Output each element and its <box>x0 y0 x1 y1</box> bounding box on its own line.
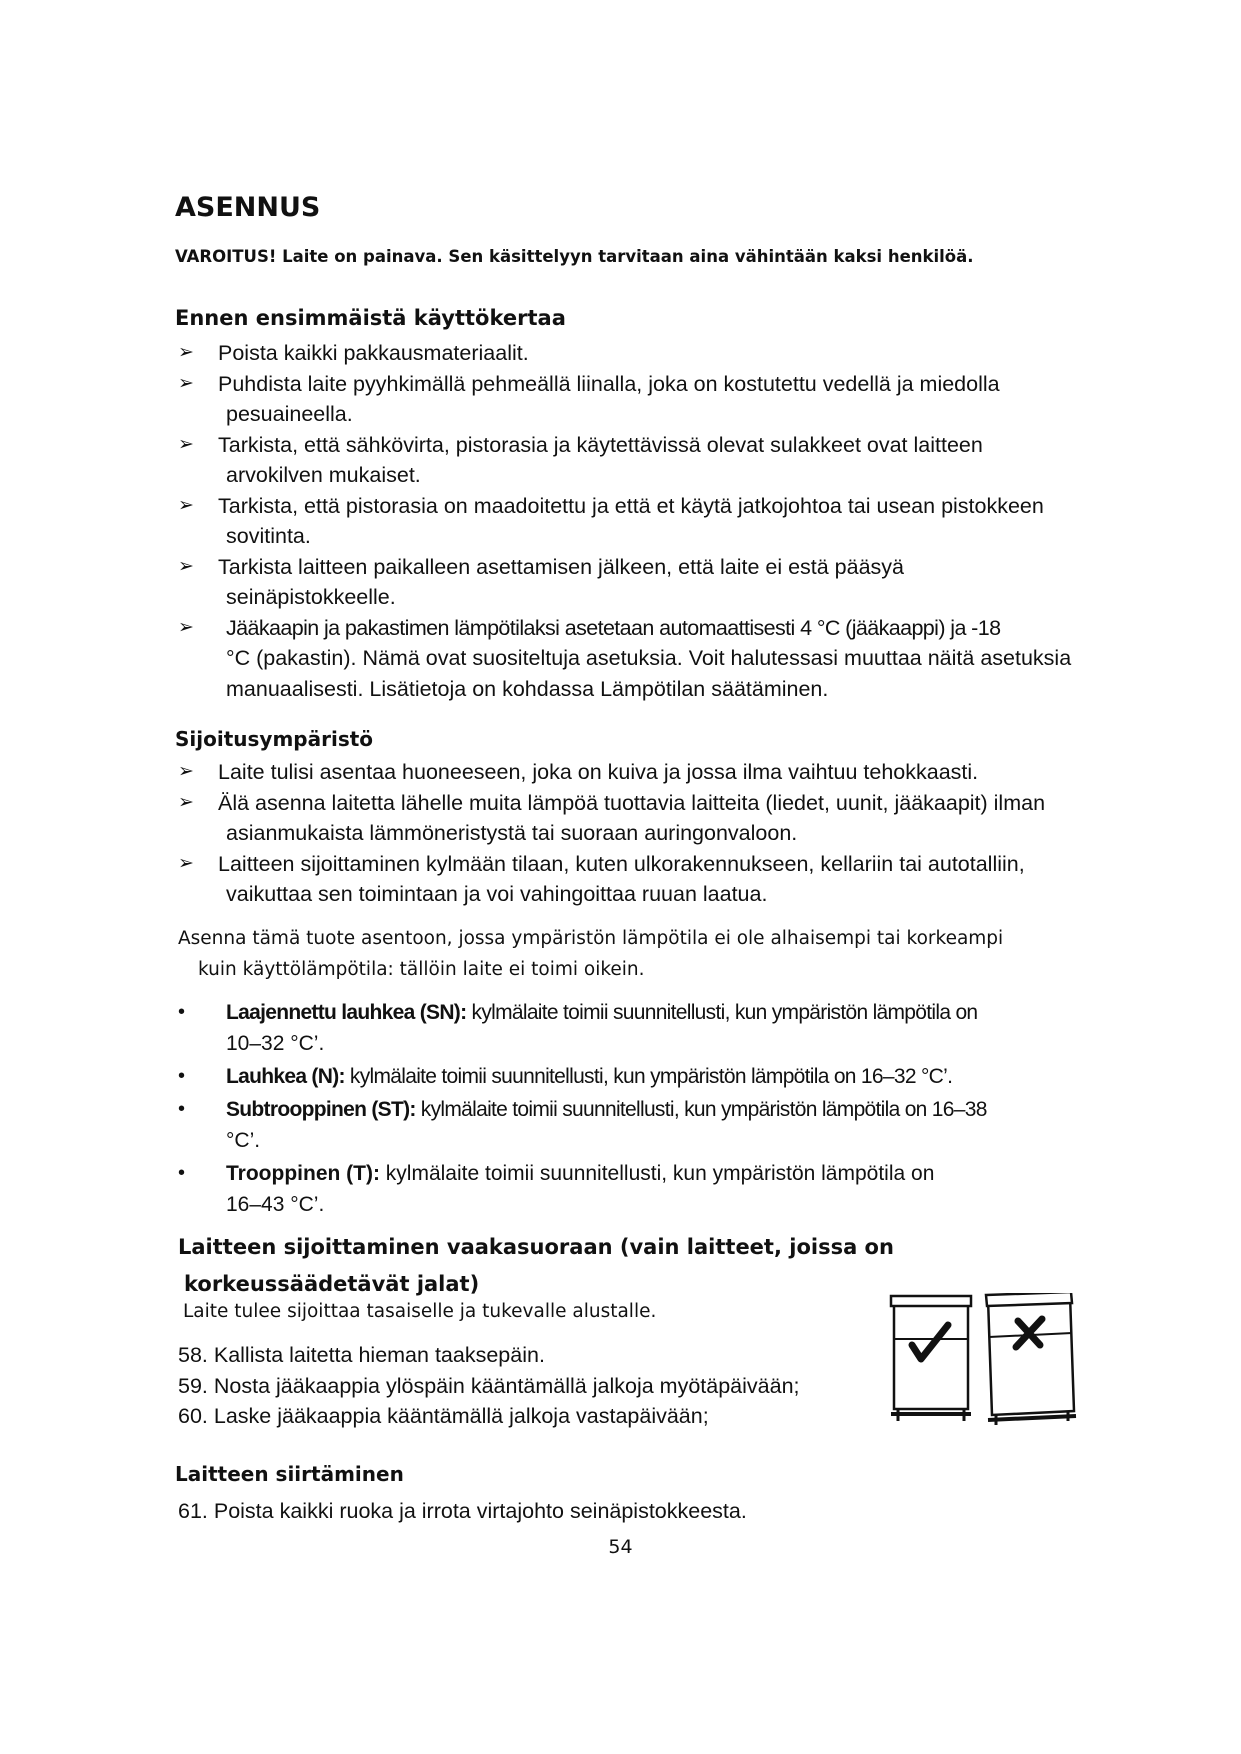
list-item: ➢ Tarkista, että sähkövirta, pistorasia ja käytettävissä olevat sulakkeet ovat laitteen arvokilven mukaiset. <box>178 430 1168 491</box>
page-number: 54 <box>608 1536 633 1558</box>
heading-leveling: Laitteen sijoittaminen vaakasuoraan (vain laitteet, joissa on korkeussäädetävät jalat) <box>178 1235 894 1296</box>
climate-class-item: • Trooppinen (T): kylmälaite toimii suunnitellusti, kun ympäristön lämpötila on 16–43 °C’. <box>178 1158 1118 1220</box>
arrow-bullet-icon: ➢ <box>178 761 194 782</box>
warning-text: VAROITUS! Laite on painava. Sen käsittelyyn tarvitaan aina vähintään kaksi henkilöä. <box>175 247 974 266</box>
bullet-dot-icon: • <box>178 1001 186 1023</box>
step-item: 61. Poista kaikki ruoka ja irrota virtajohto seinäpistokkeesta. <box>178 1499 747 1523</box>
climate-class-list <box>178 997 1118 1222</box>
arrow-bullet-icon: ➢ <box>178 372 194 394</box>
arrow-bullet-icon: ➢ <box>178 852 194 874</box>
arrow-bullet-icon: ➢ <box>178 791 194 813</box>
bullet-dot-icon: • <box>178 1162 186 1184</box>
placement-list <box>178 757 1168 910</box>
arrow-bullet-icon: ➢ <box>178 342 194 363</box>
step-item: 58. Kallista laitetta hieman taaksepäin. <box>178 1343 545 1367</box>
fridge-level-check-icon <box>891 1296 971 1421</box>
list-item: ➢ Laite tulisi asentaa huoneeseen, joka on kuiva ja jossa ilma vaihtuu tehokkaasti. <box>178 757 1168 788</box>
list-item: ➢ Tarkista, että pistorasia on maadoitettu ja että et käytä jatkojohtoa tai usean pistokkeen sovitinta. <box>178 491 1168 552</box>
bullet-dot-icon: • <box>178 1098 186 1120</box>
list-item: ➢ Tarkista laitteen paikalleen asettamisen jälkeen, että laite ei estä pääsyä seinäpistokkeelle. <box>178 552 1168 613</box>
climate-class-item: • Laajennettu lauhkea (SN): kylmälaite toimii suunnitellusti, kun ympäristön lämpötila on 10–32 °C’. <box>178 997 1118 1059</box>
leveling-steps <box>178 1340 898 1432</box>
leveling-figure <box>888 1293 1078 1429</box>
placement-note: Asenna tämä tuote asentoon, jossa ympäristön lämpötila ei ole alhaisempi tai korkeampi kuin käyttölämpötila: tällöin laite ei toimi oikein. <box>178 928 1004 980</box>
list-item: ➢ Jääkaapin ja pakastimen lämpötilaksi asetetaan automaattisesti 4 °C (jääkaappi) ja -18 °C (pakastin). Nämä ovat suositeltuja asetuksia. Voit halutessasi muuttaa näitä asetuksia manuaalisesti. Lisätietoja on kohdassa Lämpötilan säätäminen. <box>178 613 1168 705</box>
list-item: ➢ Laitteen sijoittaminen kylmään tilaan, kuten ulkorakennukseen, kellariin tai autotalliin, vaikuttaa sen toimintaan ja voi vahingoittaa ruuan laatua. <box>178 849 1168 910</box>
climate-class-item: • Lauhkea (N): kylmälaite toimii suunnitellusti, kun ympäristön lämpötila on 16–32 °C’. <box>178 1061 1118 1092</box>
moving-steps <box>178 1496 898 1527</box>
before-first-use-list <box>178 338 1168 704</box>
step-item: 59. Nosta jääkaappia ylöspäin kääntämällä jalkoja myötäpäivään; <box>178 1373 800 1398</box>
leveling-surface-text: Laite tulee sijoittaa tasaiselle ja tukevalle alustalle. <box>183 1301 657 1322</box>
arrow-bullet-icon: ➢ <box>178 433 194 455</box>
bullet-dot-icon: • <box>178 1065 186 1087</box>
fridge-tilted-cross-icon <box>986 1293 1076 1425</box>
arrow-bullet-icon: ➢ <box>178 494 194 516</box>
heading-before-first-use: Ennen ensimmäistä käyttökertaa <box>175 306 566 330</box>
step-item: 60. Laske jääkaappia kääntämällä jalkoja vastapäivään; <box>178 1404 709 1428</box>
heading-placement: Sijoitusympäristö <box>175 727 374 751</box>
page-title: ASENNUS <box>175 192 321 223</box>
list-item: ➢ Poista kaikki pakkausmateriaalit. <box>178 338 1168 369</box>
list-item: ➢ Älä asenna laitetta lähelle muita lämpöä tuottavia laitteita (liedet, uunit, jääkaapit) ilman asianmukaista lämmöneristystä tai suoraan auringonvaloon. <box>178 788 1168 849</box>
heading-moving: Laitteen siirtäminen <box>175 1462 404 1486</box>
arrow-bullet-icon: ➢ <box>178 555 194 577</box>
arrow-bullet-icon: ➢ <box>178 616 194 638</box>
list-item: ➢ Puhdista laite pyyhkimällä pehmeällä liinalla, joka on kostutettu vedellä ja miedolla pesuaineella. <box>178 369 1168 430</box>
climate-class-item: • Subtrooppinen (ST): kylmälaite toimii suunnitellusti, kun ympäristön lämpötila on 16–38 °C’. <box>178 1094 1118 1156</box>
